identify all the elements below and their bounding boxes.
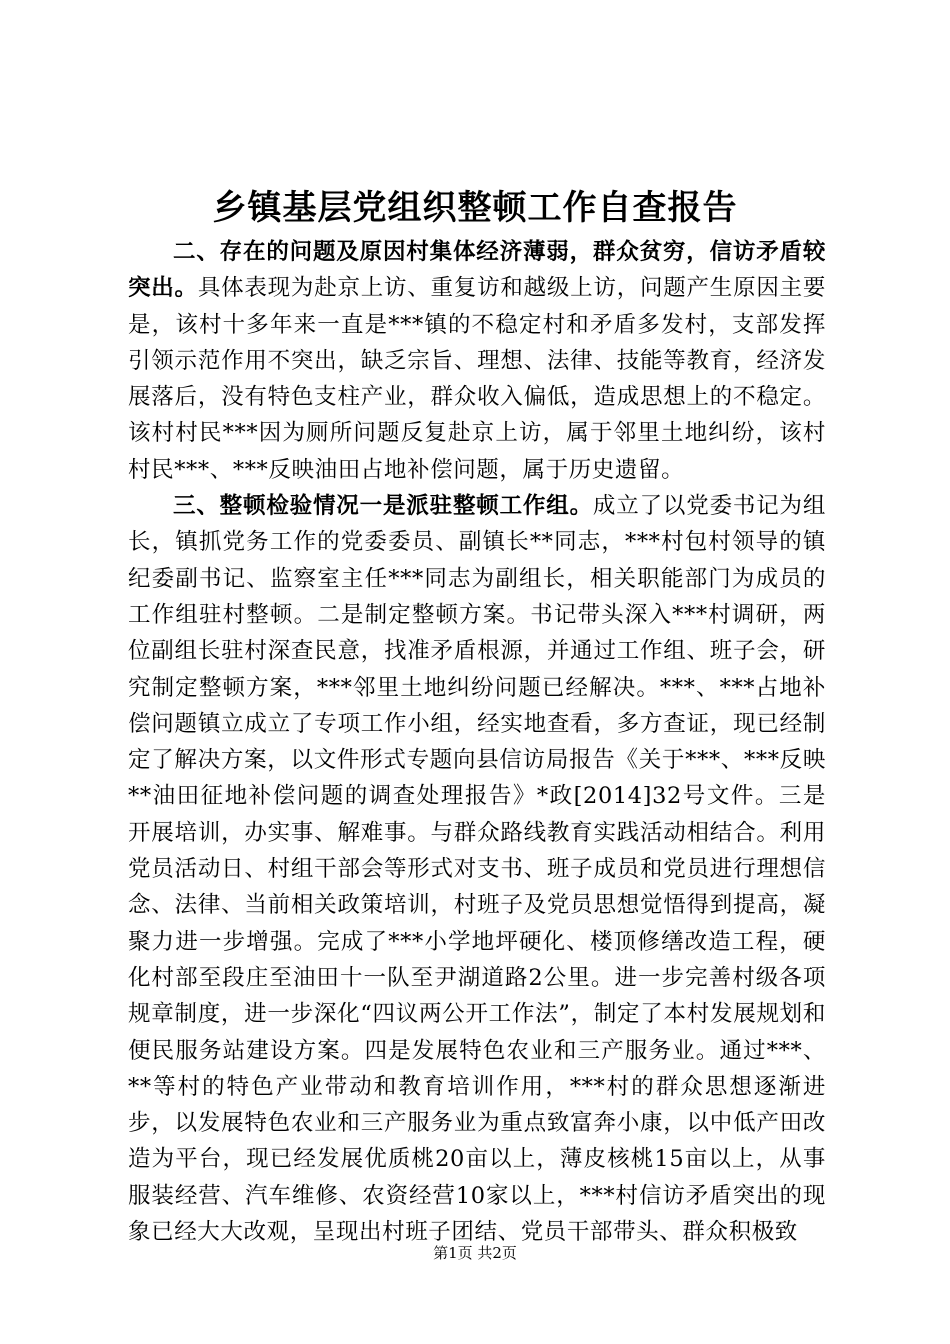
page-footer: 第1页 共2页	[433, 1244, 517, 1262]
paragraph-heading: 二、存在的问题及原因村集体经济薄弱，群众贫穷，信访矛盾较突出。	[128, 239, 826, 302]
paragraph-problems	[128, 234, 826, 488]
paragraph-text: 具体表现为赴京上访、重复访和越级上访，问题产生原因主要是，该村十多年来一直是***镇的不稳定村和矛盾多发村，支部发挥引领示范作用不突出，缺乏宗旨、理想、法律、技能等教育，经济发展落后，没有特色支柱产业，群众收入偏低，造成思想上的不稳定。该村村民***因为厕所问题反复赴京上访，属于邻里土地纠纷，该村村民***、***反映油田占地补偿问题，属于历史遗留。	[128, 275, 826, 483]
paragraph-rectification	[128, 488, 826, 1250]
paragraph-text: 成立了以党委书记为组长，镇抓党务工作的党委委员、副镇长**同志，***村包村领导的镇纪委副书记、监察室主任***同志为副组长，相关职能部门为成员的工作组驻村整顿。二是制定整顿方案。书记带头深入***村调研，两位副组长驻村深查民意，找准矛盾根源，并通过工作组、班子会，研究制定整顿方案，***邻里土地纠纷问题已经解决。***、***占地补偿问题镇立成立了专项工作小组，经实地查看，多方查证，现已经制定了解决方案，以文件形式专题向县信访局报告《关于***、***反映**油田征地补偿问题的调查处理报告》*政[2014]32号文件。三是开展培训，办实事、解难事。与群众路线教育实践活动相结合。利用党员活动日、村组干部会等形式对支书、班子成员和党员进行理想信念、法律、当前相关政策培训，村班子及党员思想觉悟得到提高，凝聚力进一步增强。完成了***小学地坪硬化、楼顶修缮改造工程，硬化村部至段庄至油田十一队至尹湖道路2公里。进一步完善村级各项规章制度，进一步深化“四议两公开工作法”，制定了本村发展规划和便民服务站建设方案。四是发展特色农业和三产服务业。通过***、**等村的特色产业带动和教育培训作用，***村的群众思想逐渐进步，以发展特色农业和三产服务业为重点致富奔小康，以中低产田改造为平台，现已经发展优质桃20亩以上，薄皮核桃15亩以上，从事服装经营、汽车维修、农资经营10家以上，***村信访矛盾突出的现象已经大大改观，呈现出村班子团结、党员干部带头、群众积极致	[128, 493, 826, 1246]
paragraph-heading: 三、整顿检验情况一是派驻整顿工作组。	[173, 493, 593, 520]
document-title: 乡镇基层党组织整顿工作自查报告	[212, 188, 738, 228]
document-body	[128, 234, 826, 1250]
